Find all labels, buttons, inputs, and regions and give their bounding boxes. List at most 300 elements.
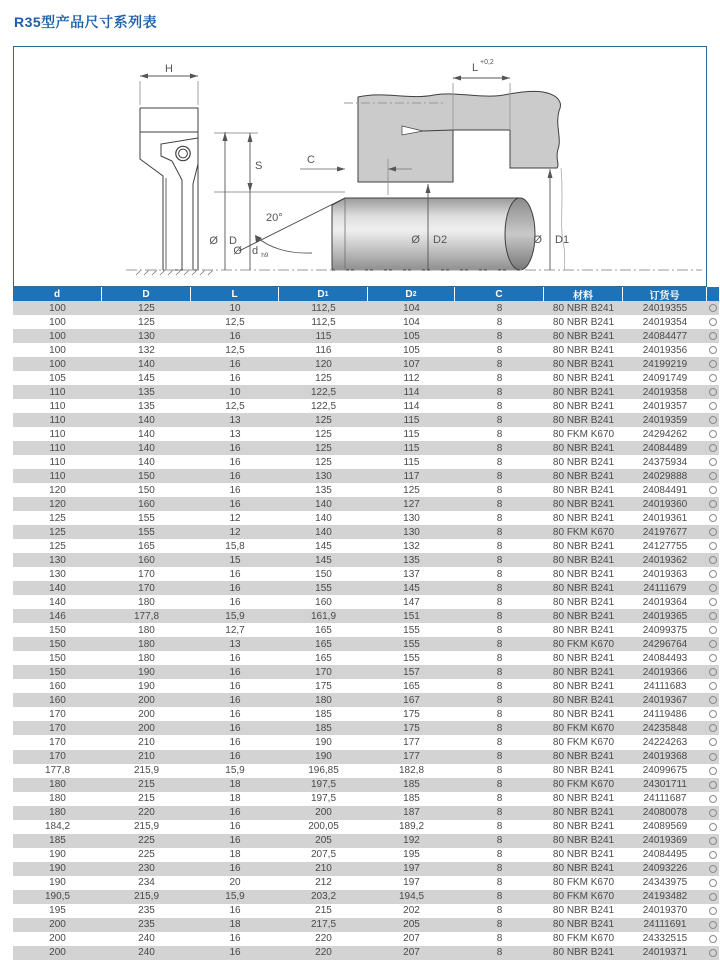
- cell-L: 16: [229, 708, 241, 720]
- cell-D1: 140: [315, 512, 332, 524]
- availability-circle-icon: [707, 539, 719, 553]
- cell-d: 110: [49, 400, 66, 412]
- shaft-body: [332, 198, 520, 270]
- cell-L: 18: [229, 849, 241, 861]
- cell-L: 16: [229, 666, 241, 678]
- cell-C: 8: [496, 526, 503, 538]
- dim-label-d-inner: Ø d $_{h9}$: [233, 245, 269, 259]
- table-row: [13, 567, 719, 581]
- cell-material: 80 NBR B241: [552, 498, 615, 510]
- cell-D1: 200: [315, 807, 332, 819]
- cell-L: 18: [229, 793, 241, 805]
- cell-d: 170: [49, 708, 66, 720]
- cell-D2: 107: [403, 358, 420, 370]
- cell-D1: 220: [315, 933, 332, 945]
- cell-D2: 105: [403, 344, 420, 356]
- availability-circle-icon: [707, 778, 719, 792]
- cell-L: 13: [229, 428, 241, 440]
- cell-C: 8: [496, 807, 503, 819]
- table-row: [13, 399, 719, 413]
- availability-circle-icon: [707, 792, 719, 806]
- cell-C: 8: [496, 610, 503, 622]
- availability-circle-icon: [707, 315, 719, 329]
- cell-C: 8: [496, 414, 503, 426]
- cell-C: 8: [496, 877, 503, 889]
- cell-D: 230: [138, 863, 155, 875]
- availability-circle-icon: [707, 525, 719, 539]
- table-row: [13, 441, 719, 455]
- cell-D1: 112,5: [311, 302, 336, 314]
- cell-material: 80 NBR B241: [552, 512, 615, 524]
- cell-material: 80 NBR B241: [552, 905, 615, 917]
- d1-arrow: [548, 169, 553, 178]
- availability-circle-icon: [707, 511, 719, 525]
- table-row: [13, 329, 719, 343]
- cell-material: 80 NBR B241: [552, 316, 615, 328]
- cell-L: 16: [229, 694, 241, 706]
- availability-circle-icon: [707, 469, 719, 483]
- cell-D: 130: [138, 330, 155, 342]
- table-row: [13, 820, 719, 834]
- o-ring-inner: [179, 149, 188, 158]
- table-row: [13, 679, 719, 693]
- cell-D: 180: [138, 596, 155, 608]
- cell-order-no: 24127755: [642, 540, 688, 552]
- table-row: [13, 343, 719, 357]
- cell-material: 80 NBR B241: [552, 863, 615, 875]
- cell-D: 234: [138, 877, 155, 889]
- cell-C: 8: [496, 793, 503, 805]
- cell-L: 12,5: [225, 344, 245, 356]
- cell-L: 16: [229, 372, 241, 384]
- cell-D: 210: [138, 751, 155, 762]
- cell-L: 16: [229, 736, 241, 748]
- cell-L: 10: [229, 302, 241, 314]
- cell-L: 16: [229, 835, 241, 847]
- cell-D2: 194,5: [398, 891, 425, 903]
- dimension-table: [13, 287, 719, 960]
- dim-label-angle: 20°: [266, 212, 283, 224]
- cell-D: 215: [138, 793, 155, 805]
- cell-D1: 170: [315, 666, 332, 678]
- table-row: [13, 609, 719, 623]
- cell-order-no: 24019370: [642, 905, 688, 917]
- cell-D1: 145: [315, 554, 332, 566]
- table-row: [13, 483, 719, 497]
- cell-D2: 192: [403, 835, 420, 847]
- cell-material: 80 NBR B241: [552, 358, 615, 370]
- cell-order-no: 24019369: [642, 835, 688, 847]
- cell-C: 8: [496, 905, 503, 917]
- availability-circle-icon: [707, 806, 719, 820]
- availability-circle-icon: [707, 862, 719, 876]
- cell-D1: 140: [315, 526, 332, 538]
- cell-D1: 165: [315, 624, 332, 636]
- cell-D2: 117: [403, 470, 420, 482]
- cell-d: 150: [49, 624, 66, 636]
- cell-D1: 203,2: [310, 891, 337, 903]
- table-row: [13, 918, 719, 932]
- table-row: [13, 735, 719, 749]
- cell-order-no: 24084489: [642, 442, 688, 454]
- cell-D2: 137: [403, 568, 420, 580]
- cell-d: 150: [49, 652, 66, 664]
- cell-order-no: 24099375: [642, 624, 688, 636]
- cell-C: 8: [496, 428, 503, 440]
- cell-L: 16: [229, 498, 241, 510]
- cell-D2: 185: [403, 779, 420, 791]
- page-title: R35型产品尺寸系列表: [14, 14, 158, 30]
- cell-d: 160: [49, 680, 66, 692]
- table-row: [13, 890, 719, 904]
- cell-D: 125: [138, 316, 155, 328]
- cell-L: 16: [229, 330, 241, 342]
- cell-D1: 220: [315, 947, 332, 959]
- cell-C: 8: [496, 540, 503, 552]
- cell-D2: 114: [403, 386, 420, 398]
- cell-L: 16: [229, 568, 241, 580]
- cell-material: 80 NBR B241: [552, 947, 615, 959]
- column-header-L: L: [191, 287, 279, 301]
- cell-d: 200: [49, 947, 66, 959]
- cell-D: 160: [138, 554, 155, 566]
- cell-material: 80 NBR B241: [552, 919, 615, 931]
- cell-material: 80 NBR B241: [552, 624, 615, 636]
- cell-L: 16: [229, 652, 241, 664]
- availability-circle-icon: [707, 399, 719, 413]
- cell-C: 8: [496, 722, 503, 734]
- cell-material: 80 NBR B241: [552, 680, 615, 692]
- cell-D: 215,9: [133, 821, 160, 833]
- cell-d: 180: [49, 793, 66, 805]
- cell-d: 140: [49, 582, 66, 594]
- cell-C: 8: [496, 849, 503, 861]
- dim-label-d2: Ø D2: [411, 234, 448, 246]
- cell-L: 16: [229, 470, 241, 482]
- table-row: [13, 595, 719, 609]
- cell-D2: 115: [403, 414, 420, 426]
- cell-C: 8: [496, 835, 503, 847]
- cell-D1: 165: [315, 652, 332, 664]
- cell-material: 80 FKM K670: [552, 736, 615, 748]
- availability-circle-icon: [707, 413, 719, 427]
- cell-D: 180: [138, 624, 155, 636]
- cell-order-no: 24019358: [642, 386, 688, 398]
- cell-D: 170: [138, 582, 155, 594]
- shaft-end-cap: [505, 198, 535, 270]
- cell-order-no: 24019355: [642, 302, 688, 314]
- cell-L: 15,9: [225, 610, 245, 622]
- table-row: [13, 946, 719, 960]
- h-arrow-right: [190, 74, 198, 79]
- cell-D2: 130: [403, 526, 420, 538]
- cell-C: 8: [496, 680, 503, 692]
- dim-label-l: L +0,2: [472, 59, 494, 74]
- cell-material: 80 FKM K670: [552, 526, 615, 538]
- cell-D: 160: [138, 498, 155, 510]
- dim-label-h: H: [165, 63, 173, 75]
- h-arrow-left: [140, 74, 148, 79]
- cell-order-no: 24093226: [642, 863, 688, 875]
- cell-D1: 185: [315, 722, 332, 734]
- cell-C: 8: [496, 330, 503, 342]
- availability-circle-icon: [707, 750, 719, 764]
- cell-d: 185: [49, 835, 66, 847]
- cell-material: 80 NBR B241: [552, 821, 615, 833]
- cell-D1: 165: [315, 638, 332, 650]
- cell-L: 12: [229, 512, 241, 524]
- column-header-order-no: 订货号: [623, 287, 707, 301]
- column-header-D: D: [102, 287, 191, 301]
- cell-order-no: 24019354: [642, 316, 688, 328]
- cell-order-no: 24019364: [642, 596, 688, 608]
- table-row: [13, 315, 719, 329]
- cell-d: 170: [49, 722, 66, 734]
- cell-D2: 105: [403, 330, 420, 342]
- cell-D2: 115: [403, 428, 420, 440]
- cell-material: 80 FKM K670: [552, 877, 615, 889]
- cell-C: 8: [496, 652, 503, 664]
- cell-material: 80 NBR B241: [552, 610, 615, 622]
- cell-d: 130: [49, 568, 66, 580]
- cell-L: 15,9: [225, 891, 245, 903]
- cell-d: 100: [49, 316, 66, 328]
- cell-C: 8: [496, 863, 503, 875]
- cell-material: 80 NBR B241: [552, 484, 615, 496]
- cell-L: 20: [229, 877, 241, 889]
- table-row: [13, 511, 719, 525]
- cell-order-no: 24111679: [643, 582, 687, 594]
- cell-d: 105: [49, 372, 66, 384]
- cell-order-no: 24111683: [643, 680, 687, 692]
- cell-order-no: 24332515: [642, 933, 688, 945]
- cell-L: 16: [229, 484, 241, 496]
- dim-label-d1: Ø D1: [533, 234, 570, 246]
- cell-D2: 197: [403, 877, 420, 889]
- cell-d: 190,5: [44, 891, 71, 903]
- cell-order-no: 24019371: [642, 947, 688, 959]
- cell-d: 100: [49, 344, 66, 356]
- table-row: [13, 876, 719, 890]
- cell-C: 8: [496, 708, 503, 720]
- cell-D: 140: [138, 442, 155, 454]
- cell-D1: 125: [315, 456, 332, 468]
- cell-C: 8: [496, 736, 503, 748]
- availability-circle-icon: [707, 609, 719, 623]
- availability-circle-icon: [707, 329, 719, 343]
- cell-C: 8: [496, 498, 503, 510]
- cell-D2: 115: [403, 456, 420, 468]
- cell-D1: 122,5: [310, 400, 337, 412]
- cell-D: 155: [138, 512, 155, 524]
- cell-L: 12,5: [225, 400, 245, 412]
- cell-material: 80 NBR B241: [552, 456, 615, 468]
- cell-D1: 196,85: [308, 765, 339, 777]
- cell-d: 130: [49, 554, 66, 566]
- housing-break-line: [561, 168, 565, 270]
- cell-material: 80 NBR B241: [552, 400, 615, 412]
- cell-material: 80 NBR B241: [552, 414, 615, 426]
- cell-D1: 130: [315, 470, 332, 482]
- cell-d: 100: [49, 358, 66, 370]
- availability-circle-icon: [707, 343, 719, 357]
- cell-D: 215: [138, 779, 155, 791]
- table-body: [13, 301, 719, 960]
- cell-C: 8: [496, 821, 503, 833]
- cell-D1: 215: [315, 905, 332, 917]
- cell-d: 140: [49, 596, 66, 608]
- cell-L: 12: [229, 526, 241, 538]
- cell-D1: 150: [315, 568, 332, 580]
- cell-order-no: 24019357: [642, 400, 688, 412]
- availability-circle-icon: [707, 553, 719, 567]
- cell-D2: 157: [403, 666, 420, 678]
- cell-D1: 160: [315, 596, 332, 608]
- cell-L: 16: [229, 722, 241, 734]
- cell-D: 150: [138, 470, 155, 482]
- cell-material: 80 NBR B241: [552, 372, 615, 384]
- cell-D2: 132: [403, 540, 420, 552]
- availability-circle-icon: [707, 581, 719, 595]
- cell-D: 215,9: [133, 891, 160, 903]
- cell-D2: 130: [403, 512, 420, 524]
- availability-circle-icon: [707, 637, 719, 651]
- cell-order-no: 24224263: [642, 736, 688, 748]
- cell-D: 155: [138, 526, 155, 538]
- availability-circle-icon: [707, 918, 719, 932]
- table-row: [13, 806, 719, 820]
- cell-d: 110: [49, 442, 66, 454]
- cell-material: 80 NBR B241: [552, 765, 615, 777]
- cell-order-no: 24019356: [642, 344, 688, 356]
- cell-L: 15,8: [225, 540, 245, 552]
- table-header-row: [13, 287, 719, 301]
- table-row: [13, 525, 719, 539]
- cell-D: 140: [138, 414, 155, 426]
- column-header-marker: [707, 287, 719, 301]
- cell-D: 145: [138, 372, 155, 384]
- cell-order-no: 24019367: [642, 694, 688, 706]
- cell-material: 80 FKM K670: [552, 891, 615, 903]
- cell-L: 16: [229, 821, 241, 833]
- cell-order-no: 24019363: [642, 568, 688, 580]
- cell-D2: 155: [403, 652, 420, 664]
- cell-order-no: 24111687: [643, 793, 687, 805]
- cell-order-no: 24199219: [642, 358, 688, 370]
- cell-D2: 165: [403, 680, 420, 692]
- cell-D1: 145: [315, 540, 332, 552]
- angle-arc-arrow: [255, 235, 262, 243]
- cell-D1: 125: [315, 372, 332, 384]
- cell-C: 8: [496, 358, 503, 370]
- cell-C: 8: [496, 554, 503, 566]
- table-row: [13, 623, 719, 637]
- cell-D2: 147: [403, 596, 420, 608]
- availability-circle-icon: [707, 904, 719, 918]
- cell-material: 80 NBR B241: [552, 807, 615, 819]
- cell-D: 240: [138, 933, 155, 945]
- cell-material: 80 NBR B241: [552, 540, 615, 552]
- cell-C: 8: [496, 694, 503, 706]
- table-row: [13, 778, 719, 792]
- cell-material: 80 NBR B241: [552, 568, 615, 580]
- cell-material: 80 NBR B241: [552, 442, 615, 454]
- table-row: [13, 848, 719, 862]
- cell-L: 16: [229, 807, 241, 819]
- s-arrow-top: [248, 133, 253, 142]
- cell-C: 8: [496, 316, 503, 328]
- cell-L: 12,7: [225, 624, 245, 636]
- cell-D: 150: [138, 484, 155, 496]
- cell-C: 8: [496, 372, 503, 384]
- cell-material: 80 NBR B241: [552, 596, 615, 608]
- cell-D1: 200,05: [308, 821, 339, 833]
- cell-d: 180: [49, 779, 66, 791]
- availability-circle-icon: [707, 497, 719, 511]
- cell-D: 190: [138, 666, 155, 678]
- cell-D1: 115: [315, 330, 332, 342]
- cell-D2: 114: [403, 400, 420, 412]
- cell-D: 200: [138, 694, 155, 706]
- cell-d: 180: [49, 807, 66, 819]
- cell-L: 16: [229, 751, 241, 762]
- cell-C: 8: [496, 344, 503, 356]
- cell-order-no: 24294262: [642, 428, 688, 440]
- cell-D: 170: [138, 568, 155, 580]
- availability-circle-icon: [707, 483, 719, 497]
- cell-d: 190: [49, 863, 66, 875]
- cell-order-no: 24019361: [642, 512, 688, 524]
- cell-L: 10: [229, 386, 241, 398]
- availability-circle-icon: [707, 735, 719, 749]
- dim-label-s: S: [255, 160, 263, 172]
- cell-D: 125: [138, 302, 155, 314]
- cell-D: 135: [138, 386, 155, 398]
- cell-material: 80 NBR B241: [552, 694, 615, 706]
- cell-D2: 104: [403, 316, 420, 328]
- l-arrow-right: [502, 76, 510, 81]
- cell-D2: 115: [403, 442, 420, 454]
- cell-material: 80 NBR B241: [552, 793, 615, 805]
- cell-D2: 175: [403, 722, 420, 734]
- cell-D2: 197: [403, 863, 420, 875]
- table-row: [13, 455, 719, 469]
- cell-D2: 207: [403, 933, 420, 945]
- cell-C: 8: [496, 638, 503, 650]
- availability-circle-icon: [707, 834, 719, 848]
- table-row: [13, 553, 719, 567]
- cell-D1: 140: [315, 498, 332, 510]
- cell-D1: 175: [315, 680, 332, 692]
- c-arrow-left: [337, 167, 345, 172]
- cell-material: 80 NBR B241: [552, 666, 615, 678]
- availability-circle-icon: [707, 441, 719, 455]
- cell-d: 146: [49, 610, 66, 622]
- availability-circle-icon: [707, 707, 719, 721]
- availability-circle-icon: [707, 721, 719, 735]
- cell-order-no: 24111691: [643, 919, 687, 931]
- cell-D2: 189,2: [398, 821, 425, 833]
- cell-order-no: 24119486: [643, 708, 687, 720]
- cell-D1: 197,5: [310, 793, 337, 805]
- table-row: [13, 581, 719, 595]
- cell-order-no: 24019362: [642, 554, 688, 566]
- cell-D: 140: [138, 456, 155, 468]
- cell-d: 150: [49, 666, 66, 678]
- table-row: [13, 665, 719, 679]
- table-row: [13, 357, 719, 371]
- cell-order-no: 24197677: [642, 526, 688, 538]
